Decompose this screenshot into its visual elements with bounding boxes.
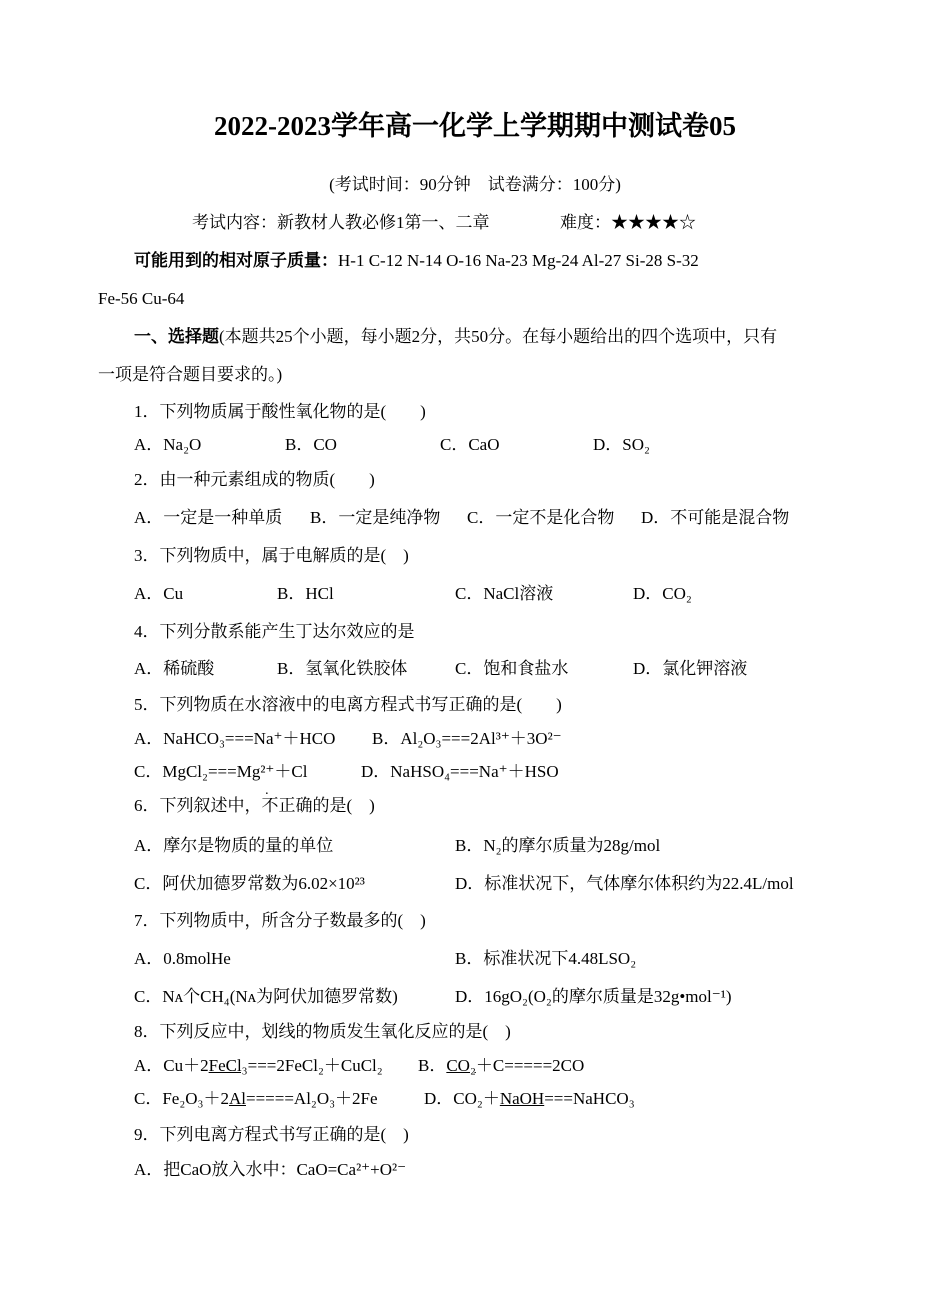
question-1: 1．下列物质属于酸性氧化物的是( ) — [134, 402, 426, 421]
q8-option-c — [134, 1088, 378, 1110]
q9-option-a: A．把CaO放入水中：CaO=Ca²⁺+O²⁻ — [134, 1160, 407, 1179]
atomic-mass-line — [134, 250, 699, 272]
q8-option-d — [424, 1088, 635, 1110]
q6-option-b: B．N₂的摩尔质量为28g/mol — [455, 836, 661, 855]
q8-c-text: C．Fe₂O₃＋2 — [134, 1089, 229, 1108]
question-3: 3．下列物质中，属于电解质的是( ) — [134, 546, 409, 565]
q8-b-underlined: CO₂ — [446, 1056, 476, 1075]
q6-option-a: A．摩尔是物质的量的单位 — [134, 836, 334, 855]
q5-option-a: A．NaHCO₃===Na⁺＋HCO — [134, 729, 336, 748]
atomic-mass-values-2: Fe-56 Cu-64 — [98, 289, 185, 308]
question-6-pre: 6．下列叙述中， — [134, 796, 262, 815]
q4-option-a: A．稀硫酸 — [134, 659, 215, 678]
question-2: 2．由一种元素组成的物质( ) — [134, 470, 375, 489]
question-4: 4．下列分散系能产生丁达尔效应的是 — [134, 622, 415, 641]
q3-option-c: C．NaCl溶液 — [455, 584, 554, 603]
q8-d-text-2: ===NaHCO₃ — [544, 1089, 635, 1108]
atomic-mass-label: 可能用到的相对原子质量： — [134, 251, 338, 270]
q8-d-text: D．CO₂＋ — [424, 1089, 500, 1108]
q4-option-d: D．氯化钾溶液 — [633, 659, 748, 678]
question-5: 5．下列物质在水溶液中的电离方程式书写正确的是( ) — [134, 695, 562, 714]
q1-option-d: D．SO₂ — [593, 435, 650, 454]
question-7: 7．下列物质中，所含分子数最多的( ) — [134, 911, 426, 930]
difficulty: 难度：★★★★☆ — [560, 213, 696, 232]
q1-option-b: B．CO — [285, 435, 337, 454]
section-heading — [134, 326, 777, 348]
q8-c-underlined: Al — [228, 1089, 246, 1108]
q4-option-c: C．饱和食盐水 — [455, 659, 569, 678]
q3-option-a: A．Cu — [134, 584, 184, 603]
q8-option-b — [418, 1055, 584, 1077]
q7-option-a: A．0.8molHe — [134, 949, 231, 968]
question-6-post: 正确的是( ) — [278, 796, 375, 815]
page-title: 2022-2023学年高一化学上学期期中测试卷05 — [214, 111, 736, 141]
q5-option-c: C．MgCl₂===Mg²⁺＋Cl — [134, 762, 308, 781]
atomic-mass-values: H-1 C-12 N-14 O-16 Na-23 Mg-24 Al-27 Si-28 S-32 — [338, 251, 699, 270]
q7-option-b: B．标准状况下4.48LSO₂ — [455, 949, 637, 968]
q3-option-b: B．HCl — [277, 584, 334, 603]
q5-option-b: B．Al₂O₃===2Al³⁺＋3O²⁻ — [372, 729, 562, 748]
q2-option-c: C．一定不是化合物 — [467, 508, 615, 527]
q4-option-b: B．氢氧化铁胶体 — [277, 659, 408, 678]
q5-option-d: D．NaHSO₄===Na⁺＋HSO — [361, 762, 559, 781]
q3-option-d: D．CO₂ — [633, 584, 692, 603]
q1-option-c: C．CaO — [440, 435, 500, 454]
section-desc-2: 一项是符合题目要求的。) — [98, 365, 283, 384]
q8-option-a — [134, 1055, 383, 1077]
question-6-emphasis: 不 — [261, 796, 279, 815]
q1-option-a: A．Na₂O — [134, 435, 202, 454]
question-9: 9．下列电离方程式书写正确的是( ) — [134, 1125, 409, 1144]
q8-b-text: B． — [418, 1056, 447, 1075]
exam-time: (考试时间：90分钟 试卷满分：100分) — [329, 175, 621, 194]
q6-option-d: D．标准状况下，气体摩尔体积约为22.4L/mol — [455, 874, 794, 893]
q8-c-text-2: =====Al₂O₃＋2Fe — [245, 1089, 378, 1108]
q8-a-text: A．Cu＋2 — [134, 1056, 209, 1075]
q8-a-text-2: ===2FeCl₂＋CuCl₂ — [247, 1056, 383, 1075]
question-6 — [134, 795, 375, 817]
section-desc: (本题共25个小题，每小题2分，共50分。在每小题给出的四个选项中，只有 — [219, 327, 778, 346]
q2-option-d: D．不可能是混合物 — [641, 508, 790, 527]
q2-option-a: A．一定是一种单质 — [134, 508, 283, 527]
exam-content: 考试内容：新教材人教必修1第一、二章 — [192, 213, 490, 232]
section-label: 一、选择题 — [134, 327, 219, 346]
q2-option-b: B．一定是纯净物 — [310, 508, 441, 527]
q8-d-underlined: NaOH — [499, 1089, 545, 1108]
q6-option-c: C．阿伏加德罗常数为6.02×10²³ — [134, 874, 365, 893]
q8-b-text-2: ＋C=====2CO — [475, 1056, 585, 1075]
question-8: 8．下列反应中，划线的物质发生氧化反应的是( ) — [134, 1022, 511, 1041]
q7-option-c: C．Nᴀ个CH₄(Nᴀ为阿伏加德罗常数) — [134, 987, 398, 1006]
q7-option-d: D．16gO₂(O₂的摩尔质量是32g•mol⁻¹) — [455, 987, 732, 1006]
q8-a-underlined: FeCl₃ — [208, 1056, 248, 1075]
